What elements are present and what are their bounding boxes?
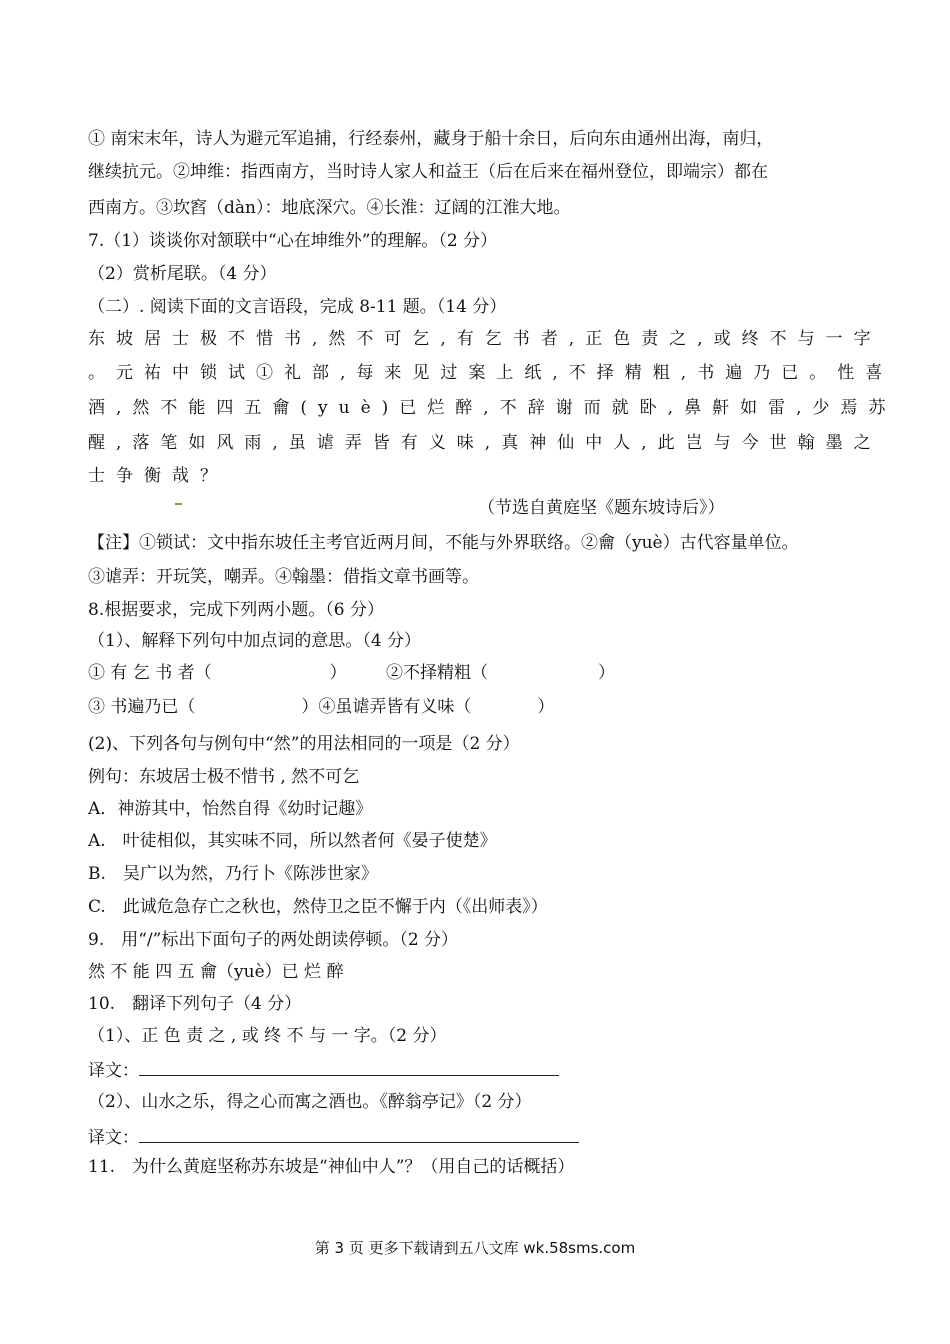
passage-note-2: ③谑弄：开玩笑，嘲弄。④翰墨：借指文章书画等。 xyxy=(88,567,479,587)
page-footer: 第 3 页 更多下载请到五八文库 wk.58sms.com xyxy=(314,1239,636,1257)
q8-item2: ②不择精粗（ xyxy=(386,663,488,683)
q8-item1: ① 有 乞 书 者（ xyxy=(88,663,212,683)
q10-answer-1-label: 译文： xyxy=(88,1061,139,1081)
passage-line-5: 士争衡哉？ xyxy=(88,466,228,486)
q10-answer-2 xyxy=(88,1124,579,1150)
q8-item2-close: ） xyxy=(598,663,615,683)
q8-item4: ）④虽谑弄皆有义味（ xyxy=(301,697,472,717)
q9-title: 9. 用“/”标出下面句子的两处朗读停顿。（2 分） xyxy=(88,930,459,950)
q8-option-b: B. 吴广以为然，乃行卜《陈涉世家》 xyxy=(88,864,378,884)
q10-sub1: （1）、正 色 责 之 , 或 终 不 与 一 字。（2 分） xyxy=(88,1026,447,1046)
q8-item3: ③ 书遍乃已（ xyxy=(88,697,196,717)
q8-sub2: (2)、下列各句与例句中“然”的用法相同的一项是（2 分） xyxy=(88,734,520,754)
q9-sentence: 然 不 能 四 五 龠（yuè）已 烂 醉 xyxy=(88,962,344,982)
section2-heading: （二）. 阅读下面的文言语段，完成 8-11 题。（14 分） xyxy=(88,297,507,317)
passage-line-4: 醒,落笔如风雨,虽谑弄皆有义味,真神仙中人,此岂与今世翰墨之 xyxy=(88,433,882,453)
q8-item4-close: ） xyxy=(537,697,555,717)
q8-item-row-2 xyxy=(88,695,554,719)
q11-title: 11. 为什么黄庭坚称苏东坡是“神仙中人”？（用自己的话概括） xyxy=(88,1157,575,1177)
passage-source: （节选自黄庭坚《题东坡诗后》） xyxy=(478,498,725,518)
q10-title: 10. 翻译下列句子（4 分） xyxy=(88,994,302,1014)
q10-sub2: （2）、山水之乐，得之心而寓之酒也。《醉翁亭记》（2 分） xyxy=(88,1092,532,1112)
q10-answer-1-line[interactable] xyxy=(139,1057,559,1076)
q8-option-a2: A. 叶徒相似，其实味不同，所以然者何《晏子使楚》 xyxy=(88,831,497,851)
passage-line-3: 酒,然不能四五龠(yuè)已烂醉,不辞谢而就卧,鼻鼾如雷,少焉苏 xyxy=(88,398,897,418)
q8-item-row-1 xyxy=(88,661,347,685)
note-line-2: 继续抗元。②坤维：指西南方，当时诗人家人和益王（后在后来在福州登位，即端宗）都在 xyxy=(88,162,768,182)
passage-line-1: 东坡居士极不惜书,然不可乞,有乞书者,正色责之,或终不与一字 xyxy=(88,329,882,349)
q7-part1: 7.（1）谈谈你对颔联中“心在坤维外”的理解。（2 分） xyxy=(88,231,498,251)
q8-option-c: C. 此诚危急存亡之秋也，然侍卫之臣不懈于内（《出师表》） xyxy=(88,897,548,917)
q7-part2: （2）赏析尾联。（4 分） xyxy=(88,264,277,284)
q10-answer-2-label: 译文： xyxy=(88,1128,139,1148)
q10-answer-1 xyxy=(88,1057,559,1083)
q8-sub1: （1）、解释下列句中加点词的意思。（4 分） xyxy=(88,631,422,651)
q8-item-row-1b xyxy=(386,661,615,685)
q10-answer-2-line[interactable] xyxy=(139,1124,579,1143)
passage-line-2: 。元祐中锁试①礼部,每来见过案上纸,不择精粗,书遍乃已。性喜 xyxy=(88,363,894,383)
note-line-1: ① 南宋末年，诗人为避元军追捕，行经泰州，藏身于船十余日，后向东由通州出海，南归， xyxy=(88,129,774,149)
green-mark xyxy=(175,503,182,505)
q8-item1-close: ） xyxy=(329,663,347,683)
q8-title: 8.根据要求，完成下列两小题。（6 分） xyxy=(88,600,384,620)
passage-note-1: 【注】①锁试：文中指东坡任主考官近两月间，不能与外界联络。②龠（yuè）古代容量单位。 xyxy=(88,533,799,553)
q8-option-a: A．神游其中，怡然自得《幼时记趣》 xyxy=(88,799,373,819)
note-line-3: 西南方。③坎窞（dàn）：地底深穴。④长淮：辽阔的江淮大地。 xyxy=(88,198,571,218)
q8-example: 例句：东坡居士极不惜书 , 然不可乞 xyxy=(88,767,360,787)
